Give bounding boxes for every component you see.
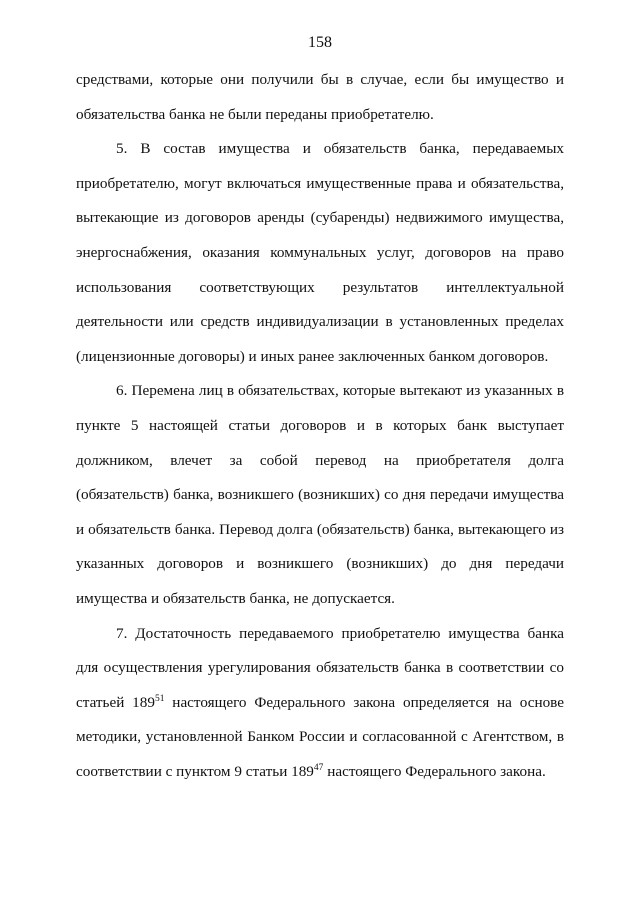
- article-superscript-47: 47: [313, 762, 324, 773]
- paragraph-item-7: [76, 617, 564, 790]
- paragraph-item-7-part2: настоящего Федерального закона определяется на основе методики, установленной Банком России и согласованной с Агентством, в соответствии с пунктом 9 статьи 189: [76, 693, 564, 780]
- document-body: [76, 63, 564, 789]
- paragraph-item-7-part1: 7. Достаточность передаваемого приобретателю имущества банка для осуществления урегулирования обязательств банка в соответствии со статьей 189: [76, 624, 564, 711]
- paragraph-item-7-part3: настоящего Федерального закона.: [323, 762, 546, 780]
- article-superscript-51: 51: [154, 693, 165, 704]
- paragraph-continuation: средствами, которые они получили бы в случае, если бы имущество и обязательства банка не были переданы приобретателю.: [76, 71, 564, 123]
- paragraph-item-5: 5. В состав имущества и обязательств банка, передаваемых приобретателю, могут включаться имущественные права и обязательства, вытекающие из договоров аренды (субаренды) недвижимого имущества, энергоснабжения, оказания коммунальных услуг, договоров на право использования соответствующих результатов интеллектуальной деятельности или средств индивидуализации в установленных пределах (лицензионные договоры) и иных ранее заключенных банком договоров.: [76, 140, 564, 365]
- page-number: 158: [308, 34, 332, 51]
- paragraph-item-6: 6. Перемена лиц в обязательствах, которые вытекают из указанных в пункте 5 настоящей статьи договоров и в которых банк выступает должником, влечет за собой перевод на приобретателя долга (обязательств) банка, возникшего (возникших) со дня передачи имущества и обязательств банка. Перевод долга (обязательств) банка, вытекающего из указанных договоров и возникшего (возникших) до дня передачи имущества и обязательств банка, не допускается.: [76, 382, 564, 607]
